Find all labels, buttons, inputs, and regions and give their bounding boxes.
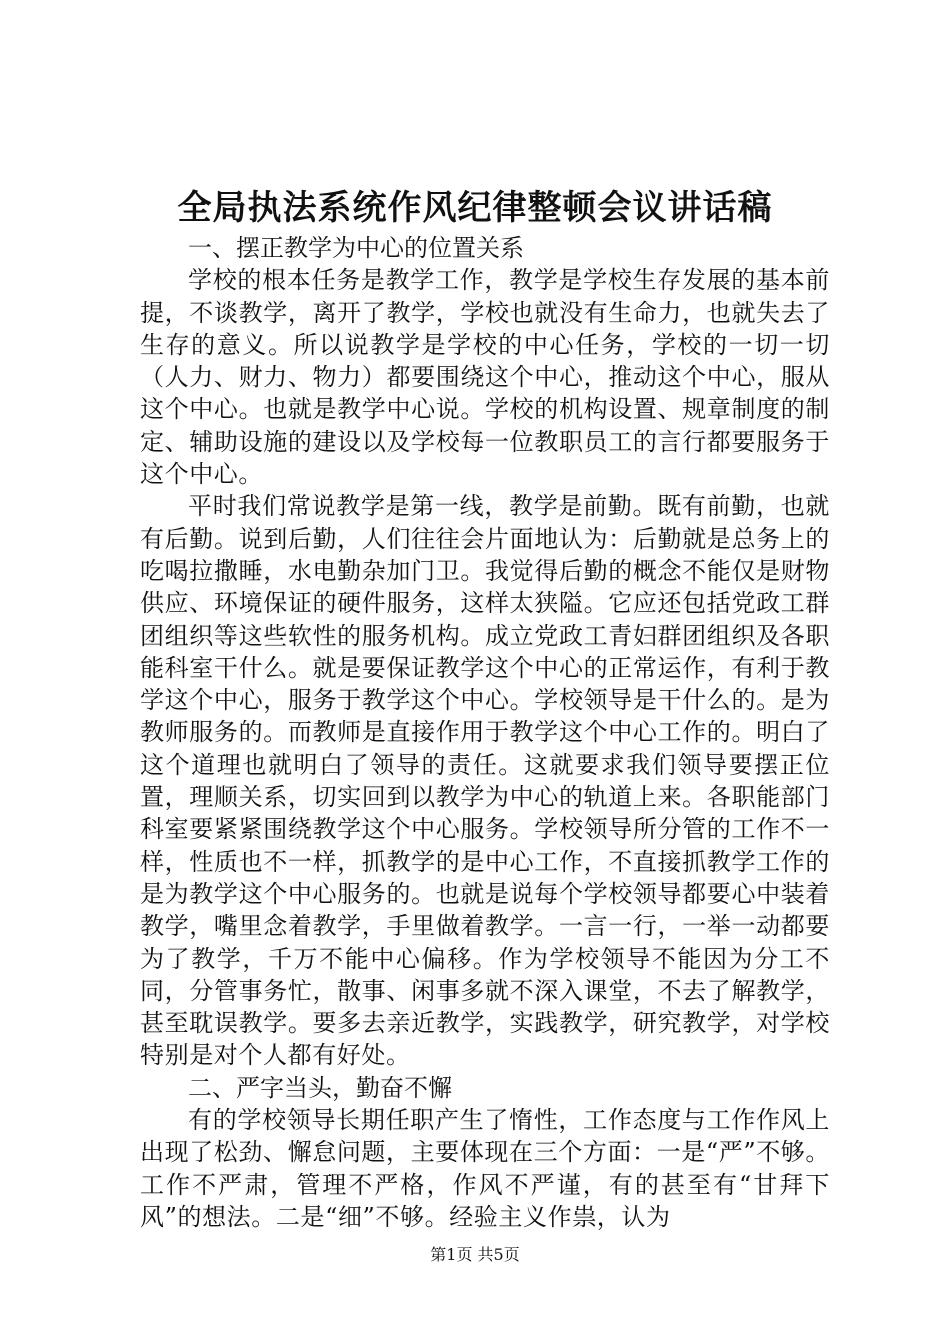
body-paragraph: 学校的根本任务是教学工作，教学是学校生存发展的基本前提，不谈教学，离开了教学，学校也就没有生命力，也就失去了生存的意义。所以说教学是学校的中心任务，学校的一切一切（人力、财力、物力）都要围绕这个中心，推动这个中心，服从这个中心。也就是教学中心说。学校的机构设置、规章制度的制定、辅助设施的建设以及学校每一位教职员工的言行都要服务于这个中心。 [140, 266, 830, 489]
section-heading: 二、严字当头，勤奋不懈 [188, 1073, 452, 1102]
body-paragraph: 平时我们常说教学是第一线，教学是前勤。既有前勤，也就有后勤。说到后勤，人们往往会片面地认为：后勤就是总务上的吃喝拉撒睡，水电勤杂加门卫。我觉得后勤的概念不能仅是财物供应、环境保证的硬件服务，这样太狭隘。它应还包括党政工群团组织等这些软性的服务机构。成立党政工青妇群团组织及各职能科室干什么。就是要保证教学这个中心的正常运作，有利于教学这个中心，服务于教学这个中心。学校领导是干什么的。是为教师服务的。而教师是直接作用于教学这个中心工作的。明白了这个道理也就明白了领导的责任。这就要求我们领导要摆正位置，理顺关系，切实回到以教学为中心的轨道上来。各职能部门科室要紧紧围绕教学这个中心服务。学校领导所分管的工作不一样，性质也不一样，抓教学的是中心工作，不直接抓教学工作的是为教学这个中心服务的。也就是说每个学校领导都要心中装着教学，嘴里念着教学，手里做着教学。一言一行，一举一动都要为了教学，千万不能中心偏移。作为学校领导不能因为分工不同，分管事务忙，散事、闲事多就不深入课堂，不去了解教学，甚至耽误教学。要多去亲近教学，实践教学，研究教学，对学校特别是对个人都有好处。 [140, 492, 830, 1070]
document-body [140, 232, 830, 1233]
body-paragraph: 有的学校领导长期任职产生了惰性，工作态度与工作作风上出现了松劲、懈怠问题，主要体现在三个方面：一是“严”不够。工作不严肃，管理不严格，作风不严谨，有的甚至有“甘拜下风”的想法。二是“细”不够。经验主义作祟，认为 [140, 1106, 830, 1231]
document-title: 全局执法系统作风纪律整顿会议讲话稿 [177, 188, 773, 228]
page-number: 第1页 共5页 [430, 1245, 520, 1264]
section-heading: 一、摆正教学为中心的位置关系 [188, 234, 524, 262]
